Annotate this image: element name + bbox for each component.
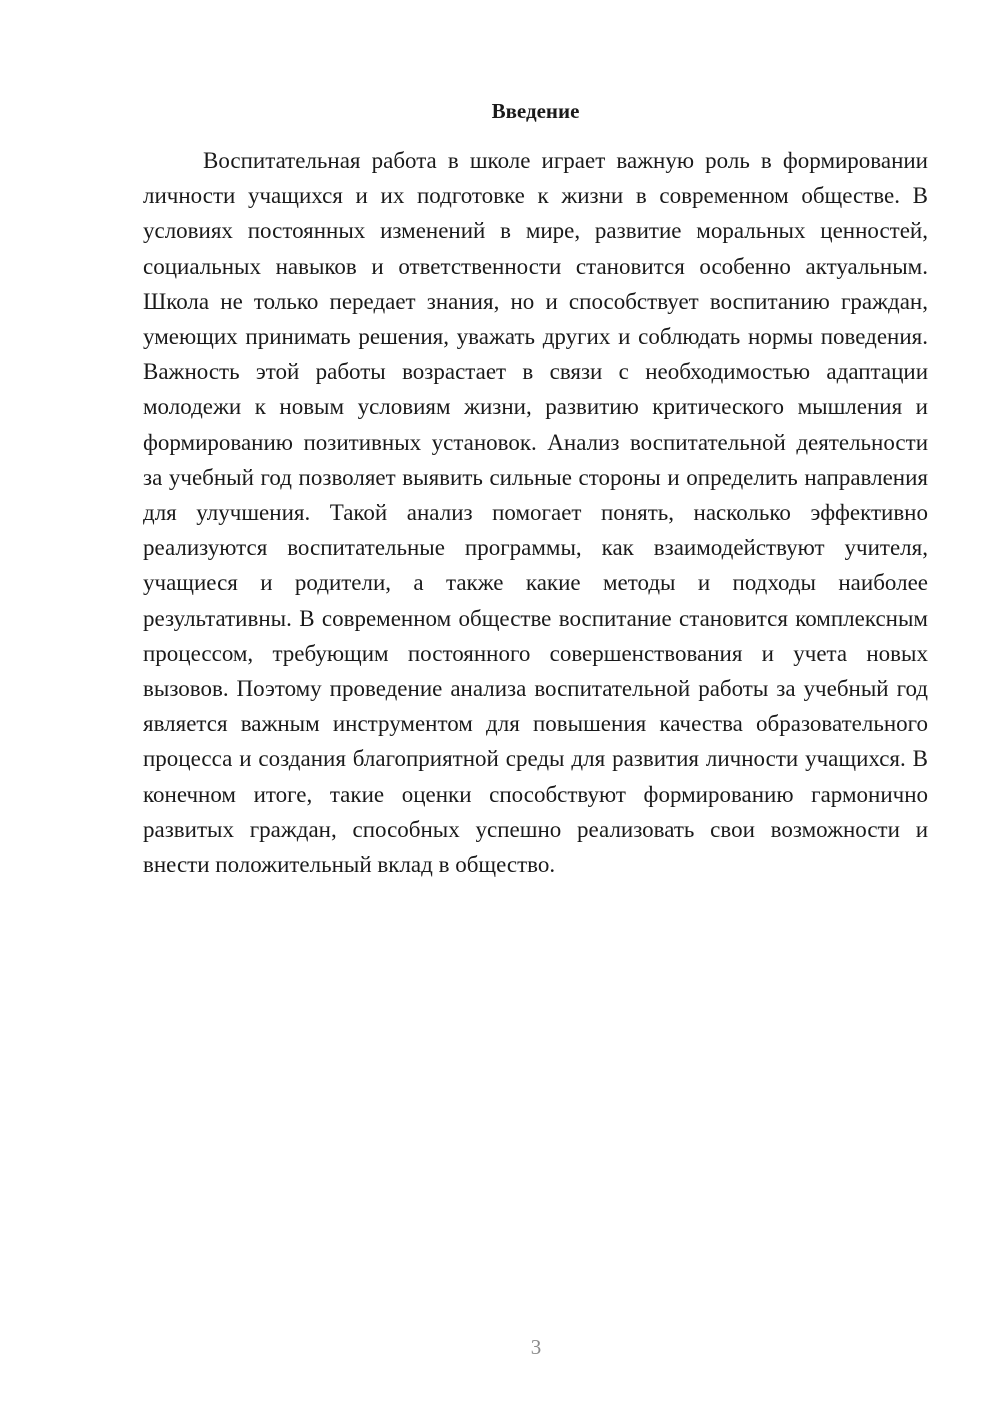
section-heading: Введение <box>491 99 580 123</box>
body-paragraph: Воспитательная работа в школе играет важную роль в формировании личности учащихся и их подготовке к жизни в современном обществе. В условиях постоянных изменений в мире, развитие моральных ценностей, социальных навыков и ответственности становится особенно актуальным. Школа не только передает знания, но и способствует воспитанию граждан, умеющих принимать решения, уважать других и соблюдать нормы поведения. Важность этой работы возрастает в связи с необходимостью адаптации молодежи к новым условиям жизни, развитию критического мышления и формированию позитивных установок. Анализ воспитательной деятельности за учебный год позволяет выявить сильные стороны и определить направления для улучшения. Такой анализ помогает понять, насколько эффективно реализуются воспитательные программы, как взаимодействуют учителя, учащиеся и родители, а также какие методы и подходы наиболее результативны. В современном обществе воспитание становится комплексным процессом, требующим постоянного совершенствования и учета новых вызовов. Поэтому проведение анализа воспитательной работы за учебный год является важным инструментом для повышения качества образовательного процесса и создания благоприятной среды для развития личности учащихся. В конечном итоге, такие оценки способствуют формированию гармонично развитых граждан, способных успешно реализовать свои возможности и внести положительный вклад в общество. <box>143 148 928 878</box>
page-number: 3 <box>530 1335 542 1359</box>
